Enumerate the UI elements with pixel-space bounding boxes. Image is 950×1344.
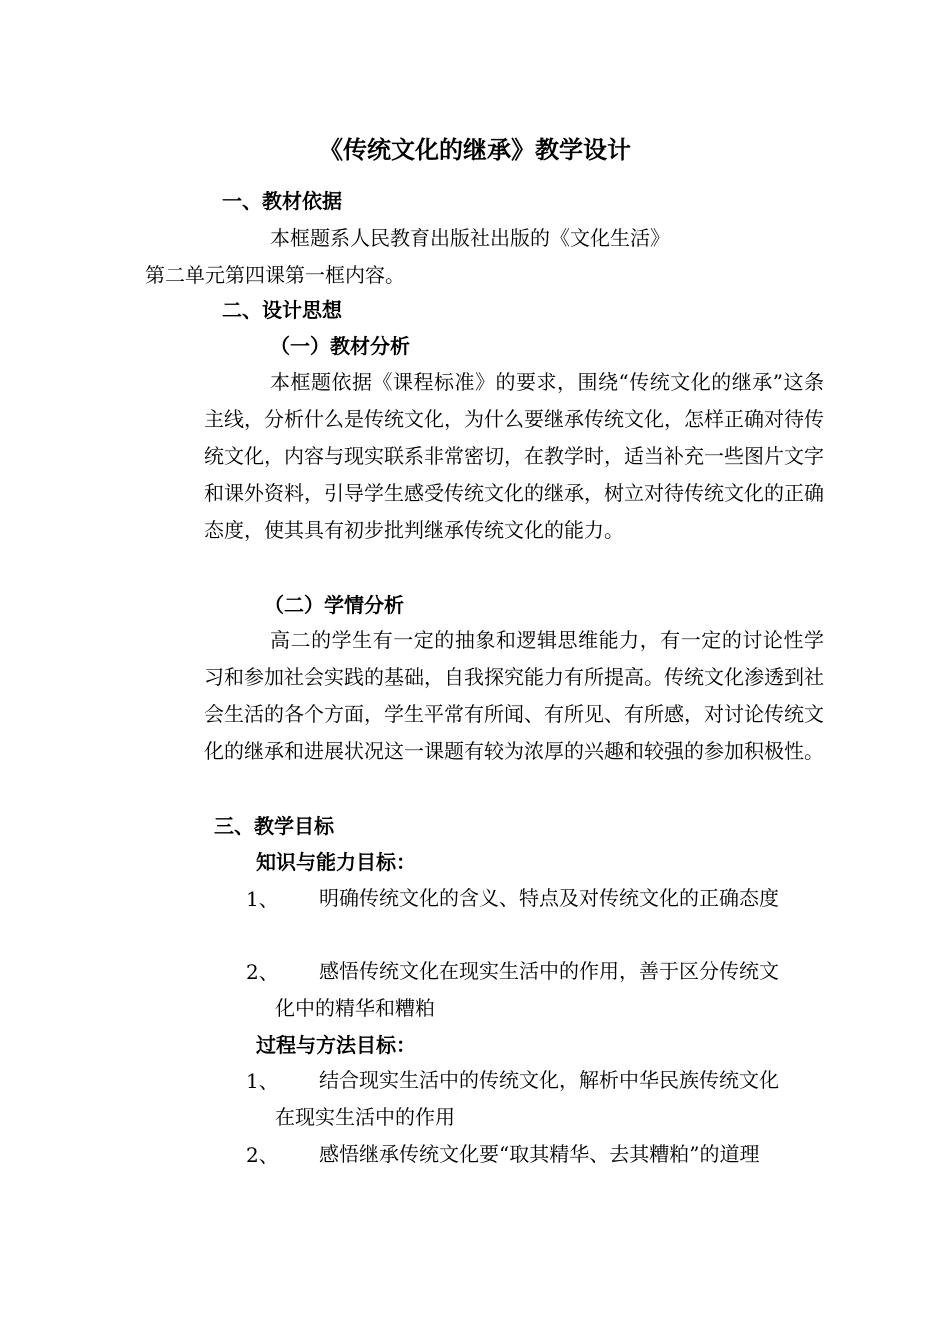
- list-item-number: 2、: [246, 1143, 279, 1167]
- section-heading-textbook-basis: 一、教材依据: [222, 189, 342, 213]
- list-item-text: 明确传统文化的含义、特点及对传统文化的正确态度: [319, 886, 779, 910]
- list-item-text: 结合现实生活中的传统文化，解析中华民族传统文化在现实生活中的作用: [275, 1068, 779, 1129]
- section-heading-teaching-goals: 三、教学目标: [214, 814, 334, 838]
- subheading-process-goals: 过程与方法目标：: [256, 1033, 416, 1057]
- textbook-basis-line-1: 本框题系人民教育出版社出版的《文化生活》: [270, 226, 670, 250]
- list-item-text: 感悟继承传统文化要“取其精华、去其糟粕”的道理: [319, 1142, 760, 1166]
- textbook-analysis-paragraph: 本框题依据《课程标准》的要求，围绕“传统文化的继承”这条主线，分析什么是传统文化，为什么要继承传统文化，怎样正确对待传统文化，内容与现实联系非常密切，在教学时，适当补充一些图片文字和课外资料，引导学生感受传统文化的继承，树立对待传统文化的正确态度，使其具有初步批判继承传统文化的能力。: [204, 370, 824, 542]
- section-heading-design-idea: 二、设计思想: [222, 298, 342, 322]
- subheading-knowledge-goals: 知识与能力目标：: [256, 850, 416, 874]
- list-item-text: 感悟传统文化在现实生活中的作用，善于区分传统文化中的精华和糟粕: [275, 959, 779, 1020]
- document-title: 《传统文化的继承》教学设计: [319, 135, 631, 164]
- student-analysis-paragraph: 高二的学生有一定的抽象和逻辑思维能力，有一定的讨论性学习和参加社会实践的基础，自我探究能力有所提高。传统文化渗透到社会生活的各个方面，学生平常有所闻、有所见、有所感，对讨论传统文化的继承和进展状况这一课题有较为浓厚的兴趣和较强的参加积极性。: [204, 628, 824, 763]
- list-item-number: 2、: [246, 960, 279, 984]
- subheading-textbook-analysis: （一）教材分析: [270, 334, 410, 358]
- list-item-number: 1、: [246, 1069, 279, 1093]
- list-item-number: 1、: [246, 887, 279, 911]
- textbook-basis-line-2: 第二单元第四课第一框内容。: [145, 263, 405, 287]
- subheading-student-analysis: （二）学情分析: [264, 593, 404, 617]
